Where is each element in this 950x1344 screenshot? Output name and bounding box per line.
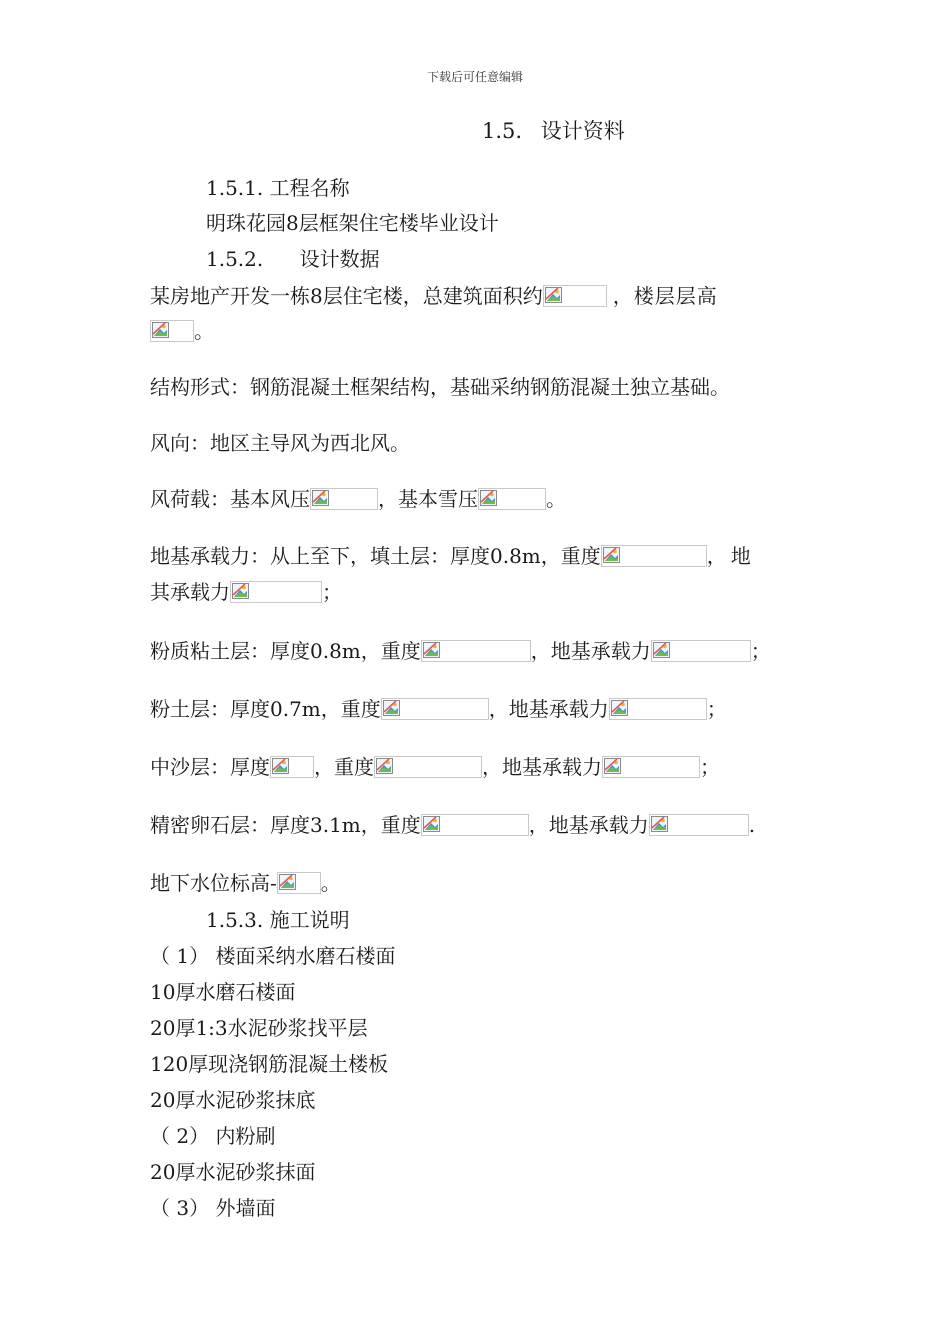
section-title: 设计资料 [540,119,625,143]
text-run: ，楼层层高 [612,284,718,308]
paragraph-silt [150,693,727,722]
text-run: 。 [194,319,214,343]
broken-image-icon [310,488,378,510]
text-run: ，基本雪压 [378,487,478,511]
broken-image-icon [150,320,194,342]
text-run: ，地 [706,544,755,568]
broken-image-icon [277,872,321,894]
list-item: （ 2） 内粉刷 [150,1124,276,1148]
text-run: 。 [546,487,566,511]
paragraph-bearing-cont [150,576,342,605]
text-run: 粉质粘土层：厚度0.8m，重度 [150,639,421,663]
text-run: ，重度 [314,755,374,779]
project-name: 明珠花园8层框架住宅楼毕业设计 [206,211,499,235]
broken-image-icon [421,814,529,836]
text-run: 地基承载力：从上至下，填土层：厚度0.8m，重度 [150,544,601,568]
paragraph-wind-load [150,483,566,512]
paragraph-structure: 结构形式：钢筋混凝土框架结构，基础采纳钢筋混凝土独立基础。 [150,375,730,399]
text-run: 。 [320,871,341,895]
text-run: 其承载力 [150,580,230,604]
paragraph-silty-clay [150,635,771,664]
text-run: 风荷载：基本风压 [150,487,310,511]
list-item: 20厚水泥砂浆抹面 [150,1160,316,1184]
list-item: 20厚水泥砂浆抹底 [150,1088,316,1112]
subsection-number: 1.5.1. [206,176,264,200]
paragraph-pebble [150,809,755,838]
broken-image-icon [374,756,482,778]
broken-image-icon [381,698,489,720]
text-run: 某房地产开发一栋8层住宅楼，总建筑面积约 [150,284,543,308]
subsection-title: 工程名称 [269,176,350,200]
subsection-heading-2 [206,243,380,272]
section-number: 1.5. [482,119,523,143]
subsection-title: 施工说明 [269,908,350,932]
broken-image-icon [543,285,607,307]
paragraph-building [150,280,718,309]
subsection-title: 设计数据 [299,247,380,271]
text-run: ； [322,580,342,604]
text-run: ； [750,639,771,663]
page-header: 下载后可任意编辑 [426,70,523,84]
text-run: 地下水位标高- [150,871,277,895]
subsection-number: 1.5.3. [206,908,264,932]
text-run: ，地基承载力 [488,697,609,721]
broken-image-icon [649,814,749,836]
broken-image-icon [230,581,322,603]
text-run: ，地基承载力 [528,813,649,837]
text-run: ，地基承载力 [530,639,651,663]
text-run: 粉土层：厚度0.7m，重度 [150,697,381,721]
text-run: ，地基承载力 [482,755,602,779]
text-run: 中沙层：厚度 [150,755,270,779]
broken-image-icon [421,640,531,662]
section-heading [482,115,625,145]
broken-image-icon [270,756,314,778]
subsection-heading-3 [206,904,350,933]
broken-image-icon [651,640,751,662]
text-run: . [748,813,756,837]
paragraph-bearing-capacity [150,540,755,569]
text-run: 精密卵石层：厚度3.1m，重度 [150,813,421,837]
subsection-heading-1 [206,172,350,201]
list-item: 10厚水磨石楼面 [150,980,296,1004]
list-item: 120厚现浇钢筋混凝土楼板 [150,1052,389,1076]
paragraph-medium-sand [150,751,720,780]
broken-image-icon [478,488,546,510]
text-run: ； [706,697,727,721]
text-run: ； [700,755,720,779]
broken-image-icon [601,545,707,567]
subsection-number: 1.5.2. [206,247,264,271]
broken-image-icon [602,756,700,778]
broken-image-icon [609,698,707,720]
paragraph-wind-direction: 风向：地区主导风为西北风。 [150,431,410,455]
list-item: 20厚1:3水泥砂浆找平层 [150,1016,368,1040]
list-item: （ 1） 楼面采纳水磨石楼面 [150,944,396,968]
paragraph-groundwater [150,867,341,896]
paragraph-building-cont [150,315,214,344]
list-item: （ 3） 外墙面 [150,1196,276,1220]
